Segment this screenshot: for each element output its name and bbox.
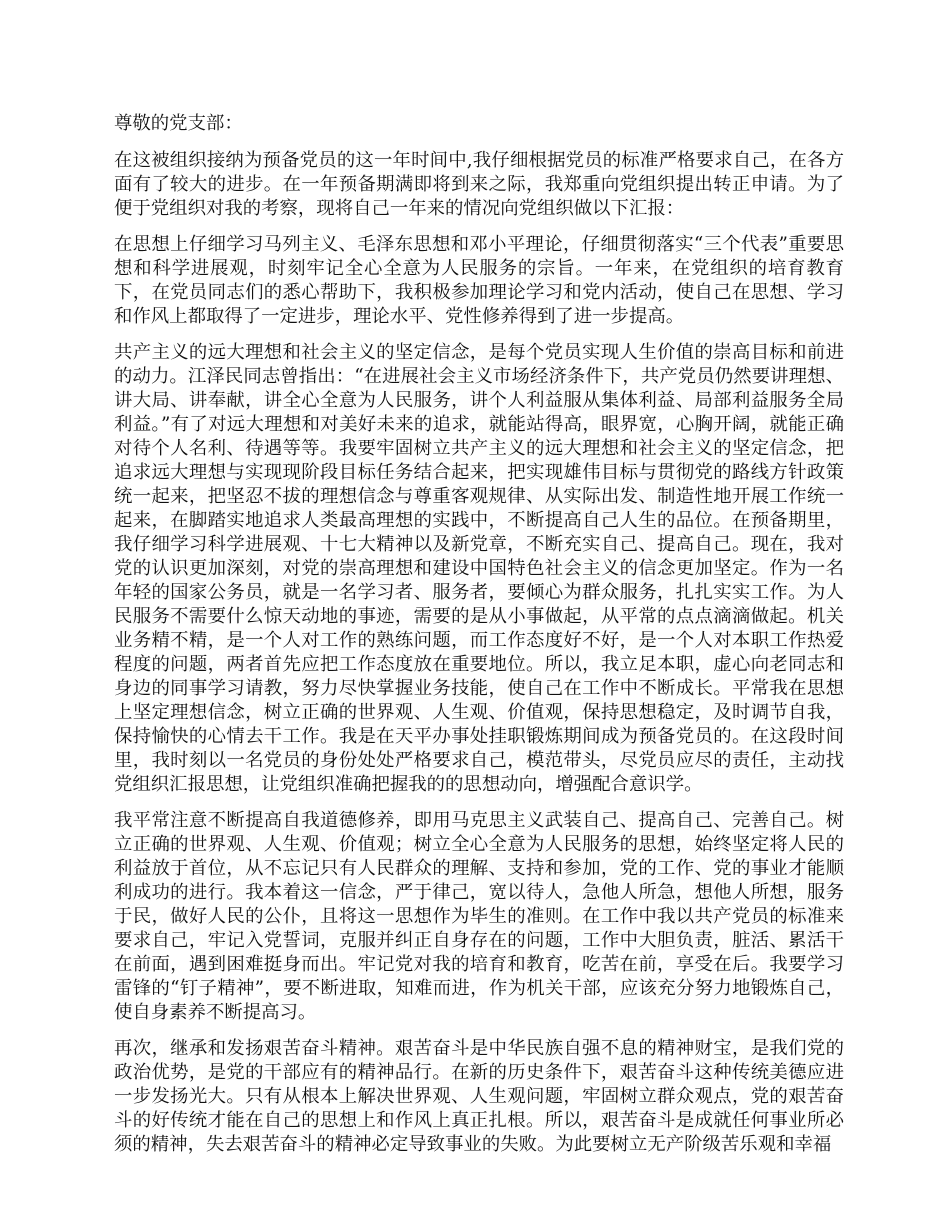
document-page [114,112,844,1169]
paragraph-moral-cultivation: 我平常注意不断提高自我道德修养，即用马克思主义武装自己、提高自己、完善自己。树立正确的世界观、人生观、价值观；树立全心全意为人民服务的思想，始终坚定将人民的利益放于首位，从不忘记只有人民群众的理解、支持和参加，党的工作、党的事业才能顺利成功的进行。我本着这一信念，严于律己，宽以待人，急他人所急，想他人所想，服务于民，做好人民的公仆，且将这一思想作为毕生的准则。在工作中我以共产党员的标准来要求自己，牢记入党誓词，克服并纠正自身存在的问题，工作中大胆负责，脏活、累活干在前面，遇到困难挺身而出。牢记党对我的培育和教育，吃苦在前，享受在后。我要学习雷锋的“钉子精神”，要不断进取，知难而进，作为机关干部，应该充分努力地锻炼自己，使自身素养不断提高习。 [114,810,844,1023]
salutation: 尊敬的党支部： [114,113,243,134]
paragraph-hard-struggle: 再次，继承和发扬艰苦奋斗精神。艰苦奋斗是中华民族自强不息的精神财宝，是我们党的政治优势，是党的干部应有的精神品行。在新的历史条件下，艰苦奋斗这种传统美德应进一步发扬光大。只有从根本上解决世界观、人生观问题，牢固树立群众观点，党的艰苦奋斗的好传统才能在自己的思想上和作风上真正扎根。所以，艰苦奋斗是成就任何事业所必须的精神，失去艰苦奋斗的精神必定导致事业的失败。为此要树立无产阶级苦乐观和幸福 [114,1038,844,1155]
paragraph-theory-study: 在思想上仔细学习马列主义、毛泽东思想和邓小平理论，仔细贯彻落实“三个代表”重要思想和科学进展观，时刻牢记全心全意为人民服务的宗旨。一年来，在党组织的培育教育下，在党员同志们的悉心帮助下，我积极参加理论学习和党内活动，使自己在思想、学习和作风上都取得了一定进步，理论水平、党性修养得到了进一步提高。 [114,234,844,327]
paragraph-intro: 在这被组织接纳为预备党员的这一年时间中,我仔细根据党员的标准严格要求自己，在各方面有了较大的进步。在一年预备期满即将到来之际，我郑重向党组织提出转正申请。为了便于党组织对我的考察，现将自己一年来的情况向党组织做以下汇报： [114,150,844,219]
paragraph-ideals-belief: 共产主义的远大理想和社会主义的坚定信念，是每个党员实现人生价值的崇高目标和前进的动力。江泽民同志曾指出：“在进展社会主义市场经济条件下，共产党员仍然要讲理想、讲大局、讲奉献，讲全心全意为人民服务，讲个人利益服从集体利益、局部利益服务全局利益。”有了对远大理想和对美好未来的追求，就能站得高，眼界宽，心胸开阔，就能正确对待个人名利、待遇等等。我要牢固树立共产主义的远大理想和社会主义的坚定信念，把追求远大理想与实现现阶段目标任务结合起来，把实现雄伟目标与贯彻党的路线方针政策统一起来，把坚忍不拔的理想信念与尊重客观规律、从实际出发、制造性地开展工作统一起来，在脚踏实地追求人类最高理想的实践中，不断提高自己人生的品位。在预备期里，我仔细学习科学进展观、十七大精神以及新党章，不断充实自己、提高自己。现在，我对党的认识更加深刻，对党的崇高理想和建设中国特色社会主义的信念更加坚定。作为一名年轻的国家公务员，就是一名学习者、服务者，要倾心为群众服务，扎扎实实工作。为人民服务不需要什么惊天动地的事迹，需要的是从小事做起，从平常的点点滴滴做起。机关业务精不精，是一个人对工作的熟练问题，而工作态度好不好，是一个人对本职工作热爱程度的问题，两者首先应把工作态度放在重要地位。所以，我立足本职，虚心向老同志和身边的同事学习请教，努力尽快掌握业务技能，使自己在工作中不断成长。平常我在思想上坚定理想信念，树立正确的世界观、人生观、价值观，保持思想稳定，及时调节自我，保持愉快的心情去干工作。我是在天平办事处挂职锻炼期间成为预备党员的。在这段时间里，我时刻以一名党员的身份处处严格要求自己，模范带头，尽党员应尽的责任，主动找党组织汇报思想，让党组织准确把握我的的思想动向，增强配合意识学。 [114,342,844,795]
